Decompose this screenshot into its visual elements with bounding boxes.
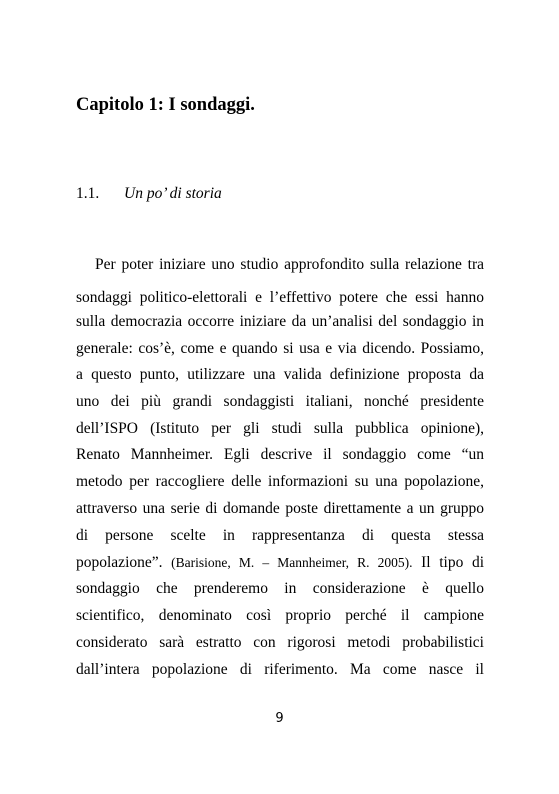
section-number: 1.1. bbox=[76, 185, 100, 202]
section-title: Un po’ di storia bbox=[124, 185, 222, 202]
paragraph-line bbox=[76, 554, 484, 572]
quote-end: popolazione”. bbox=[76, 554, 163, 571]
paragraph-line: uno dei più grandi sondaggisti italiani, nonché presidente bbox=[76, 393, 484, 410]
paragraph-line: attraverso una serie di domande poste direttamente a un gruppo bbox=[76, 500, 484, 517]
paragraph-line: metodo per raccogliere delle informazioni su una popolazione, bbox=[76, 473, 484, 490]
paragraph-line: Renato Mannheimer. Egli descrive il sondaggio come “un bbox=[76, 446, 484, 463]
citation-tail: Il tipo di bbox=[421, 554, 484, 571]
section-heading bbox=[76, 185, 222, 203]
paragraph-line: dall’intera popolazione di riferimento. Ma come nasce il bbox=[76, 661, 484, 678]
page-number: 9 bbox=[275, 711, 284, 726]
paragraph-line: di persone scelte in rappresentanza di questa stessa bbox=[76, 527, 484, 544]
citation: (Barisione, M. – Mannheimer, R. 2005). bbox=[171, 555, 413, 570]
paragraph-line: dell’ISPO (Istituto per gli studi sulla pubblica opinione), bbox=[76, 420, 484, 437]
paragraph-line: a questo punto, utilizzare una valida definizione proposta da bbox=[76, 366, 484, 383]
paragraph-line: considerato sarà estratto con rigorosi metodi probabilistici bbox=[76, 634, 484, 651]
paragraph-line: scientifico, denominato così proprio perché il campione bbox=[76, 607, 484, 624]
chapter-title: Capitolo 1: I sondaggi. bbox=[76, 95, 255, 115]
paragraph-line: generale: cos’è, come e quando si usa e via dicendo. Possiamo, bbox=[76, 340, 484, 357]
paragraph-line: Per poter iniziare uno studio approfondito sulla relazione tra bbox=[95, 256, 484, 273]
paragraph-line: sondaggi politico-elettorali e l’effettivo potere che essi hanno bbox=[76, 289, 484, 306]
paragraph-line: sulla democrazia occorre iniziare da un’analisi del sondaggio in bbox=[76, 313, 484, 330]
paragraph-line: sondaggio che prenderemo in considerazione è quello bbox=[76, 580, 484, 597]
